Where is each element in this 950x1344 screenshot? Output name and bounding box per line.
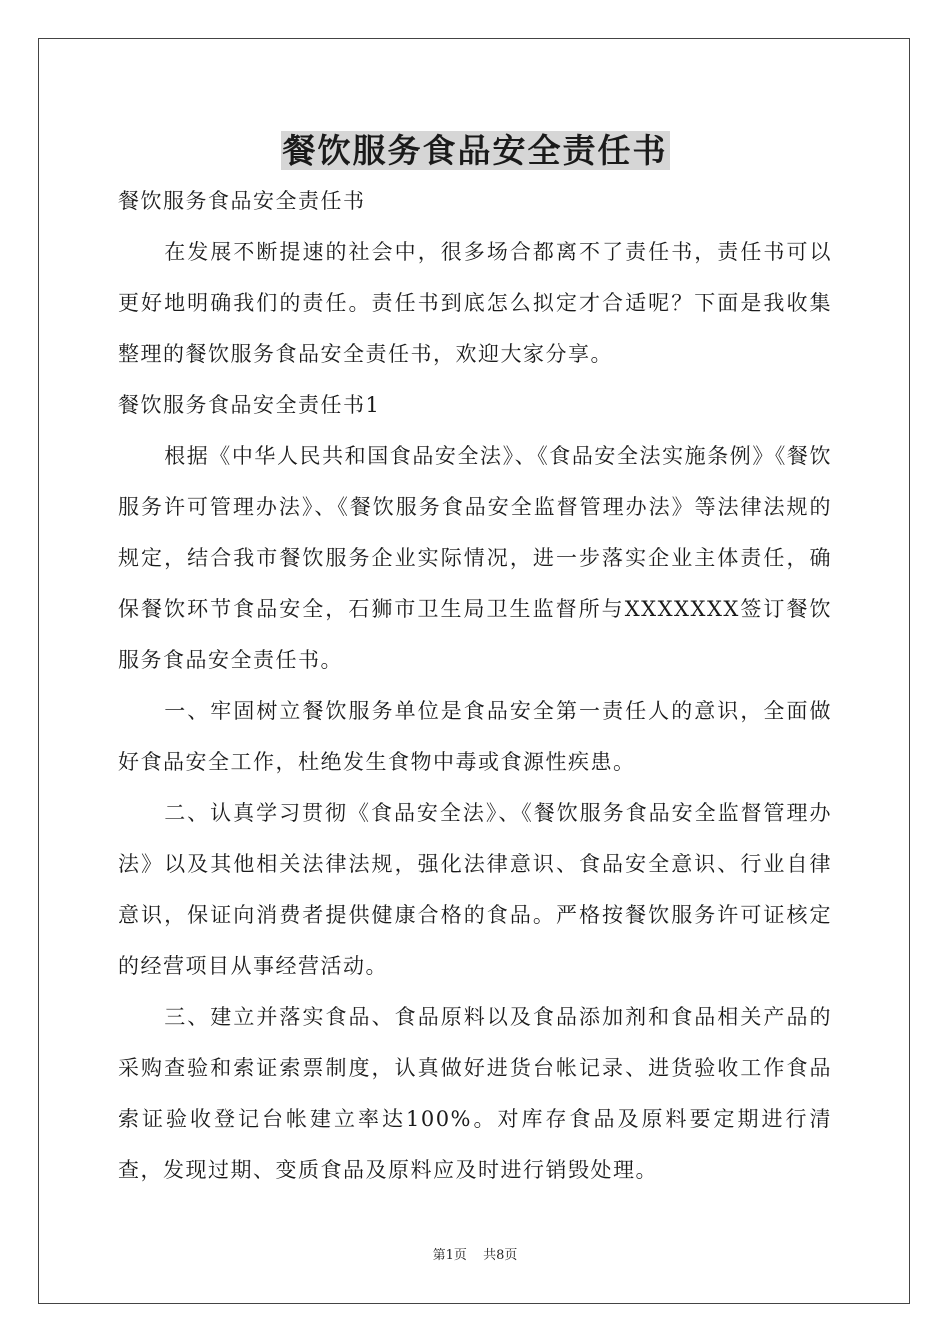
clause-three-paragraph: 三、建立并落实食品、食品原料以及食品添加剂和食品相关产品的采购查验和索证索票制度，认真做好进货台帐记录、进货验收工作食品索证验收登记台帐建立率达100%。对库存食品及原料要定期进行清查，发现过期、变质食品及原料应及时进行销毁处理。 — [118, 1005, 832, 1182]
page-number: 第1页 — [432, 1248, 467, 1263]
clause-one-paragraph: 一、牢固树立餐饮服务单位是食品安全第一责任人的意识，全面做好食品安全工作，杜绝发生食物中毒或食源性疾患。 — [118, 699, 832, 774]
intro-paragraph: 在发展不断提速的社会中，很多场合都离不了责任书，责任书可以更好地明确我们的责任。责任书到底怎么拟定才合适呢？下面是我收集整理的餐饮服务食品安全责任书，欢迎大家分享。 — [118, 240, 832, 366]
clause-two-paragraph: 二、认真学习贯彻《食品安全法》、《餐饮服务食品安全监督管理办法》以及其他相关法律法规，强化法律意识、食品安全意识、行业自律意识，保证向消费者提供健康合格的食品。严格按餐饮服务许可证核定的经营项目从事经营活动。 — [118, 801, 832, 978]
document-title-text: 餐饮服务食品安全责任书 — [282, 131, 668, 170]
page-footer — [0, 1244, 950, 1263]
page-total: 共8页 — [483, 1248, 518, 1263]
document-body — [118, 176, 832, 1196]
subtitle-paragraph: 餐饮服务食品安全责任书 — [118, 189, 366, 213]
document-title — [0, 128, 950, 174]
body-paragraph: 根据《中华人民共和国食品安全法》、《食品安全法实施条例》《餐饮服务许可管理办法》、《餐饮服务食品安全监督管理办法》等法律法规的规定，结合我市餐饮服务企业实际情况，进一步落实企业主体责任，确保餐饮环节食品安全，石狮市卫生局卫生监督所与XXXXXXX签订餐饮服务食品安全责任书。 — [118, 444, 832, 672]
section-heading: 餐饮服务食品安全责任书1 — [118, 393, 381, 417]
